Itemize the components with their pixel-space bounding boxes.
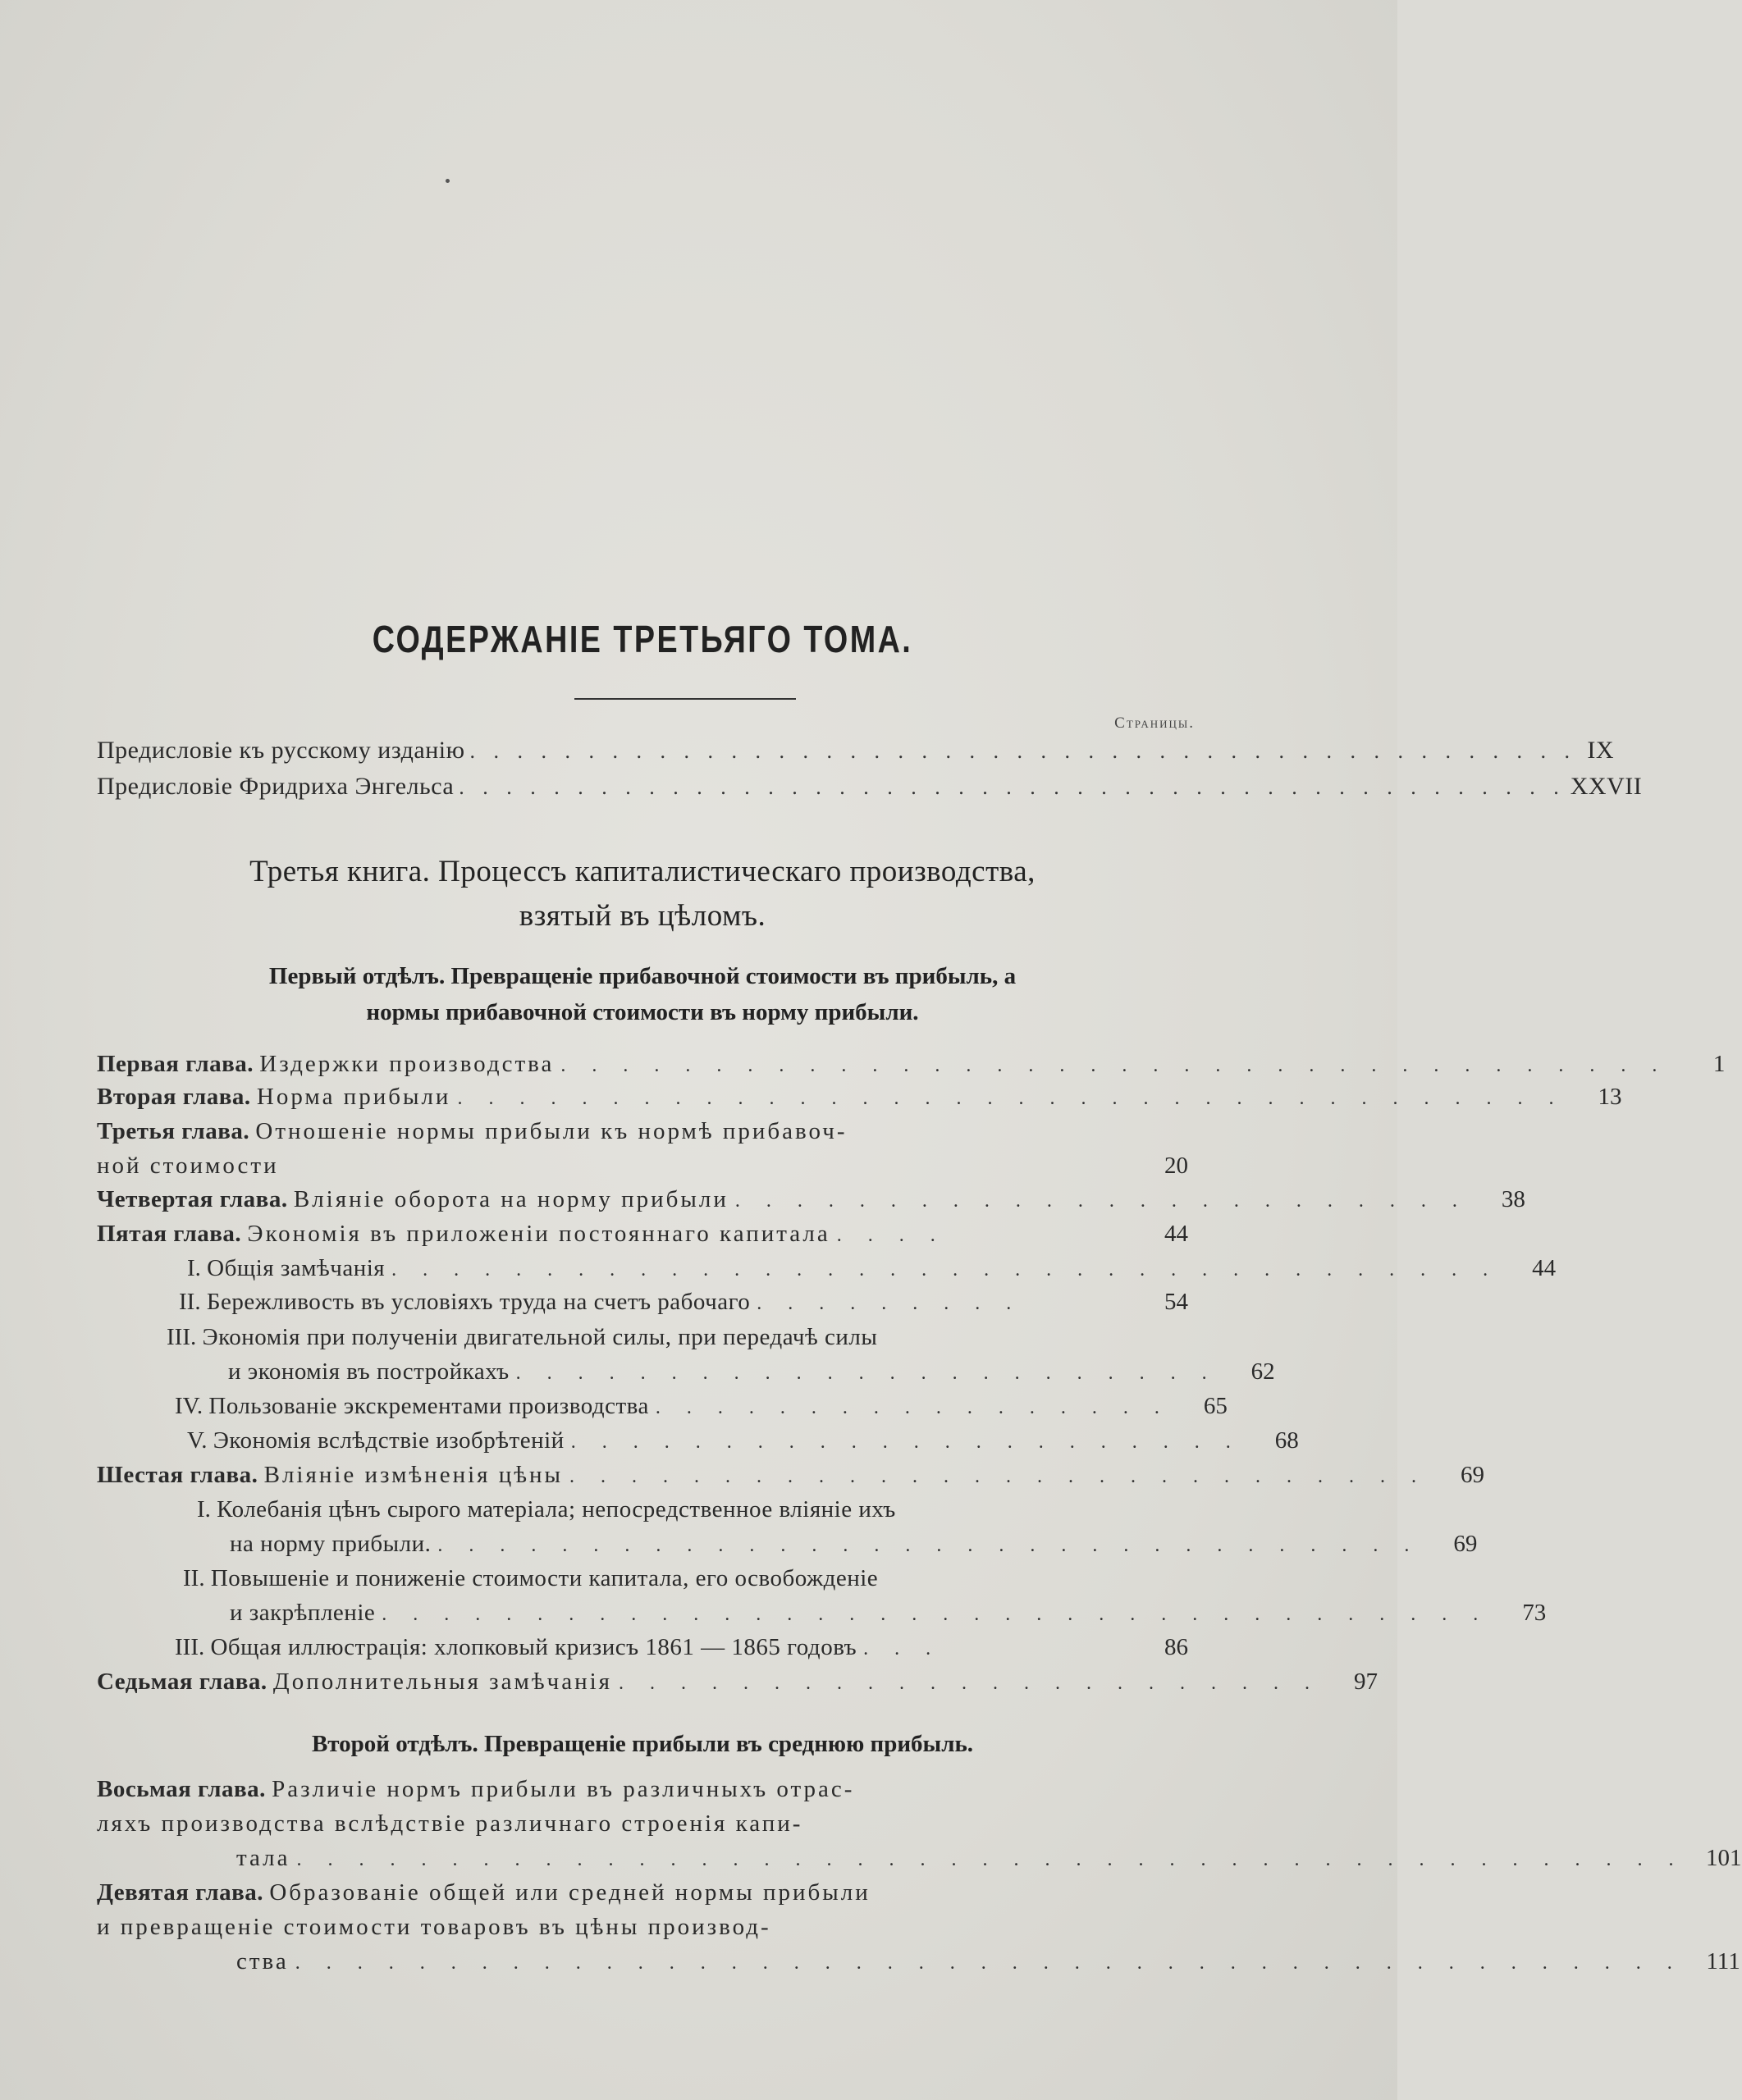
- subentry-number: II.: [179, 1289, 201, 1315]
- dot-leader: . . . . . . . . .: [757, 1293, 1022, 1314]
- chapter-label: Седьмая глава.: [97, 1669, 267, 1695]
- chapter-title-cont: ляхъ производства вслѣдствіе различнаго строенія капи-: [97, 1810, 803, 1837]
- chapter-title-cont: ства: [236, 1948, 289, 1974]
- subentry-number: III.: [167, 1324, 197, 1350]
- chapter-page: 20: [1164, 1153, 1188, 1179]
- subentry-title: Экономія вслѣдствіе изобрѣтеній: [213, 1427, 565, 1454]
- dot-leader: . . . . . . . . . . . . . . . . . . . . . . . . . . . . . . . . . . . .: [391, 1259, 1499, 1281]
- chapter-title: Экономія въ приложеніи постояннаго капитала: [247, 1221, 830, 1247]
- subentry-title-cont: и закрѣпленіе: [230, 1600, 376, 1626]
- section2-heading-line1: Второй отдѣлъ. Превращеніе прибыли въ среднюю прибыль.: [311, 1731, 974, 1757]
- chapter-title: Норма прибыли: [256, 1084, 451, 1110]
- chapter-page: 101: [1706, 1845, 1742, 1871]
- subentry-title: Колебанія цѣнъ сырого матеріала; непосредственное вліяніе ихъ: [217, 1496, 896, 1522]
- chapter-page: 38: [1501, 1186, 1525, 1212]
- dot-leader: . . . . . . . . . . . . . . . . . . . . . . . . . . . . . . . . . . . . . . . . . . . . .: [295, 1952, 1683, 1974]
- subentry-title-cont: и экономія въ постройкахъ: [228, 1358, 510, 1385]
- dot-leader: . . . . . . . . . . . . . . . . . . . . . . . . . . . . . . . . . . . . . . . . . . . . . . .: [469, 739, 1577, 763]
- toc-subentry: [97, 1630, 1188, 1664]
- chapter-label: Вторая глава.: [97, 1084, 251, 1110]
- subentry-page: 73: [1522, 1600, 1547, 1626]
- chapter-label: Третья глава.: [97, 1118, 250, 1144]
- toc-entry-ch6: [97, 1458, 1485, 1492]
- dot-leader: . . . . . . . . . . . . . . . . . . . . . . .: [618, 1673, 1320, 1694]
- preface-engels-label: Предисловіе Фридриха Энгельса: [97, 773, 455, 800]
- subentry-title: Экономія при полученіи двигательной силы, при передачѣ силы: [202, 1324, 878, 1350]
- dot-leader: . . . . . . . . . . . . . . . . . . . . . .: [570, 1431, 1241, 1453]
- toc-entry-ch3: [97, 1114, 1188, 1183]
- chapter-label: Восьмая глава.: [97, 1776, 266, 1802]
- chapter-title-cont: и превращеніе стоимости товаровъ въ цѣны производ-: [97, 1914, 771, 1940]
- chapter-title: Отношеніе нормы прибыли къ нормѣ прибавоч-: [255, 1118, 848, 1144]
- dot-leader: . . . . . . . . . . . . . . . . . . . . . . . . . . . . . . . . . . . .: [560, 1055, 1668, 1076]
- toc-entry-ch2: [97, 1080, 1622, 1114]
- subentry-title-cont: на норму прибыли.: [230, 1531, 432, 1557]
- section2-heading: [97, 1726, 1188, 1762]
- subentry-title: Бережливость въ условіяхъ труда на счетъ рабочаго: [206, 1289, 751, 1315]
- section1-heading-line1: Первый отдѣлъ. Превращеніе прибавочной стоимости въ прибыль, а: [268, 963, 1017, 989]
- dot-leader: . . . . . . . . . . . . . . . . . . . . . . . . . . . . . . . .: [437, 1535, 1420, 1556]
- chapter-title: Образованіе общей или средней нормы прибыли: [269, 1879, 871, 1906]
- section1-heading-line2: нормы прибавочной стоимости въ норму прибыли.: [366, 999, 919, 1025]
- page-title: СОДЕРЖАНІЕ ТРЕТЬЯГО ТОМА.: [372, 618, 913, 660]
- toc-subentry: [97, 1320, 1275, 1389]
- book-heading-line2: взятый въ цѣломъ.: [519, 899, 766, 933]
- toc-entry-ch9: [97, 1875, 1740, 1979]
- chapter-page: 97: [1353, 1669, 1378, 1695]
- preface-russian-label: Предисловіе къ русскому изданію: [97, 737, 465, 764]
- toc-entry-ch1: [97, 1047, 1726, 1081]
- subentry-number: II.: [183, 1565, 205, 1591]
- subentry-page: 68: [1274, 1427, 1299, 1454]
- dot-leader: . . . . . . . . . . . . . . . . . . . . . . . .: [734, 1190, 1468, 1212]
- book-heading-line1: Третья книга. Процессъ капиталистическаго производства,: [249, 855, 1036, 888]
- ink-speck: [446, 179, 450, 183]
- book-heading: [97, 850, 1188, 938]
- subentry-number: IV.: [175, 1393, 203, 1419]
- pages-column-header: Страницы.: [1114, 714, 1195, 732]
- subentry-number: I.: [187, 1255, 201, 1281]
- toc-subentry: [97, 1423, 1299, 1458]
- chapter-title: Дополнительныя замѣчанія: [272, 1669, 612, 1695]
- subentry-page: 44: [1532, 1255, 1557, 1281]
- subentry-page: 69: [1453, 1531, 1478, 1557]
- chapter-title: Вліяніе измѣненія цѣны: [263, 1462, 564, 1488]
- toc-entry-ch7: [97, 1664, 1378, 1699]
- preface-engels-page: XXVII: [1570, 773, 1643, 800]
- chapter-page: 111: [1706, 1948, 1740, 1974]
- dot-leader: . . .: [863, 1638, 942, 1659]
- dot-leader: . . . . . . . . . . . . . . . . . . . . . . . . . . . . . . . . . . . . . . . . . . . . . . .: [459, 775, 1566, 799]
- subentry-page: 62: [1250, 1358, 1275, 1385]
- title-rule: [574, 698, 796, 700]
- subentry-page: 65: [1203, 1393, 1228, 1419]
- subentry-title: Общія замѣчанія: [207, 1255, 386, 1281]
- chapter-page: 13: [1598, 1084, 1622, 1110]
- preface-engels: [97, 773, 1643, 807]
- chapter-label: Девятая глава.: [97, 1879, 264, 1906]
- chapter-title-cont: ной стоимости: [97, 1153, 279, 1179]
- dot-leader: . . . . . . . . . . . . . . . . . . . . . . . . . . . . . . . . . . . .: [382, 1604, 1489, 1625]
- preface-russian-page: IX: [1587, 737, 1615, 764]
- subentry-number: I.: [197, 1496, 211, 1522]
- chapter-label: Пятая глава.: [97, 1221, 242, 1247]
- dot-leader: . . . . . . . . . . . . . . . . . . . . . . . . . . . . . . . . . . . .: [457, 1088, 1565, 1109]
- section1-heading: [97, 958, 1188, 1030]
- chapter-label: Первая глава.: [97, 1051, 254, 1077]
- preface-russian: [97, 737, 1615, 771]
- chapter-label: Шестая глава.: [97, 1462, 258, 1488]
- chapter-page: 69: [1461, 1462, 1485, 1488]
- dot-leader: . . . . . . . . . . . . . . . . .: [655, 1397, 1170, 1418]
- subentry-number: III.: [175, 1634, 205, 1660]
- subentry-title: Повышеніе и пониженіе стоимости капитала, его освобожденіе: [210, 1565, 879, 1591]
- subentry-page: 86: [1164, 1634, 1188, 1660]
- subentry-title: Пользованіе экскрементами производства: [208, 1393, 649, 1419]
- dot-leader: . . . . . . . . . . . . . . . . . . . . . . .: [515, 1363, 1218, 1384]
- subentry-number: V.: [187, 1427, 208, 1454]
- toc-subentry: [97, 1492, 1478, 1561]
- chapter-label: Четвертая глава.: [97, 1186, 288, 1212]
- dot-leader: . . . . . . . . . . . . . . . . . . . . . . . . . . . .: [569, 1466, 1428, 1487]
- toc-subentry: [97, 1251, 1557, 1285]
- chapter-page: 1: [1712, 1051, 1726, 1077]
- subentry-page: 54: [1164, 1289, 1188, 1315]
- chapter-title: Различіе нормъ прибыли въ различныхъ отрас-: [272, 1776, 855, 1802]
- chapter-title-cont: тала: [236, 1845, 290, 1871]
- toc-entry-ch8: [97, 1772, 1742, 1875]
- toc-subentry: [97, 1561, 1547, 1630]
- dot-leader: . . . . . . . . . . . . . . . . . . . . . . . . . . . . . . . . . . . . . . . . . . . . .: [296, 1849, 1685, 1870]
- toc-entry-ch5: [97, 1217, 1188, 1251]
- dot-leader: . . . .: [836, 1225, 946, 1246]
- subentry-title: Общая иллюстрація: хлопковый кризисъ 1861 — 1865 годовъ: [210, 1634, 857, 1660]
- toc-subentry: [97, 1389, 1228, 1423]
- toc-subentry: [97, 1285, 1188, 1319]
- chapter-title: Вліяніе оборота на норму прибыли: [293, 1186, 729, 1212]
- toc-entry-ch4: [97, 1182, 1525, 1217]
- chapter-page: 44: [1164, 1221, 1188, 1247]
- chapter-title: Издержки производства: [259, 1051, 555, 1077]
